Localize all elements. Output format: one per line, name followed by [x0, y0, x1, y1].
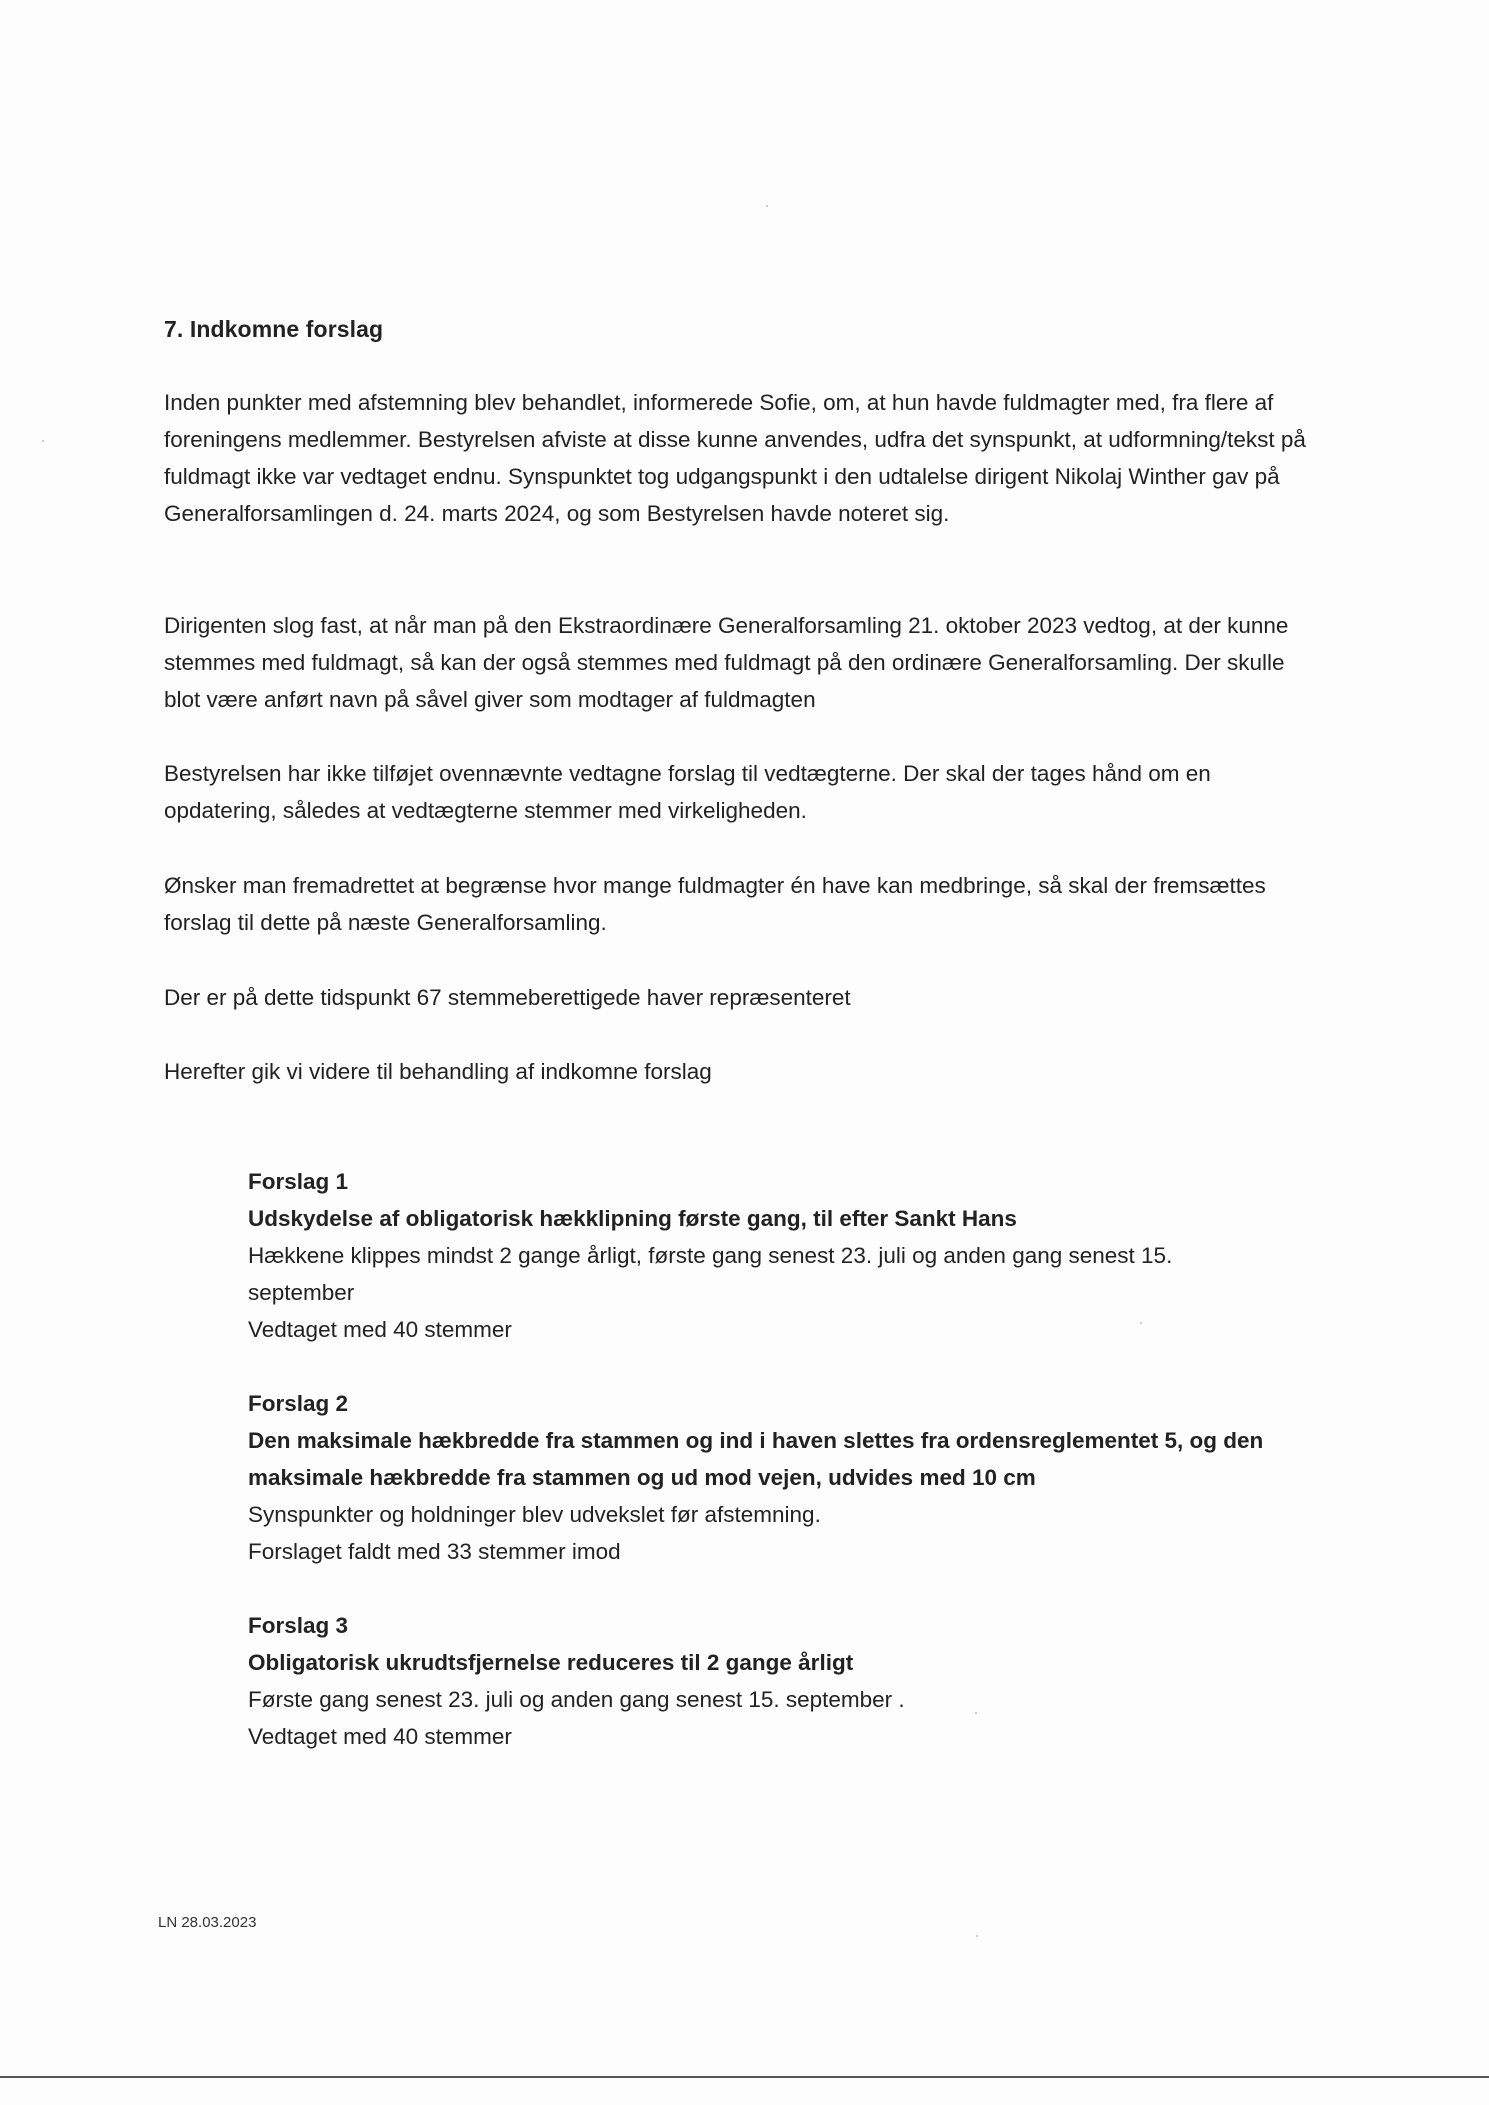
proposal-number: Forslag 2	[248, 1391, 349, 1416]
paragraph-dirigent-ruling: Dirigenten slog fast, at når man på den Ekstraordinære Generalforsamling 21. oktober 2023 vedtog, at der kunne stemmes med fuldmagt, så kan der også stemmes med fuldmagt på den ordinære Generalforsamling. Der skulle blot være anført navn på såvel giver som modtager af fuldmagten	[164, 613, 1289, 712]
proposal-item	[248, 1163, 1328, 1348]
paragraph-transition: Herefter gik vi videre til behandling af indkomne forslag	[164, 1059, 712, 1084]
scan-speck	[766, 205, 768, 207]
paragraph-proxy-limit: Ønsker man fremadrettet at begrænse hvor mange fuldmagter én have kan medbringe, så skal der fremsættes forslag til dette på næste Generalforsamling.	[164, 873, 1266, 935]
proposal-body: Hækkene klippes mindst 2 gange årligt, første gang senest 23. juli og anden gang senest 15. september Vedtaget med 40 stemmer	[248, 1243, 1173, 1342]
proposal-number: Forslag 3	[248, 1613, 349, 1638]
proposal-title: Obligatorisk ukrudtsfjernelse reduceres til 2 gange årligt	[248, 1650, 854, 1675]
scan-speck	[975, 1712, 977, 1714]
scan-speck	[1140, 1322, 1142, 1324]
paragraph-voter-count: Der er på dette tidspunkt 67 stemmeberettigede haver repræsenteret	[164, 985, 851, 1010]
section-heading: 7. Indkomne forslag	[164, 316, 384, 342]
scan-speck	[42, 440, 44, 442]
proposal-item	[248, 1385, 1328, 1570]
proposal-number: Forslag 1	[248, 1169, 349, 1194]
footer-code: LN 28.03.2023	[158, 1914, 257, 1931]
proposal-body: Synspunkter og holdninger blev udvekslet før afstemning. Forslaget faldt med 33 stemmer imod	[248, 1502, 821, 1564]
proposal-title: Den maksimale hækbredde fra stammen og ind i haven slettes fra ordensreglementet 5, og den maksimale hækbredde fra stammen og ud mod vejen, udvides med 10 cm	[248, 1428, 1264, 1490]
proposal-title: Udskydelse af obligatorisk hækklipning første gang, til efter Sankt Hans	[248, 1206, 1017, 1231]
paragraph-proxy-info: Inden punkter med afstemning blev behandlet, informerede Sofie, om, at hun havde fuldmagter med, fra flere af foreningens medlemmer. Bestyrelsen afviste at disse kunne anvendes, udfra det synspunkt, at udformning/tekst på fuldmagt ikke var vedtaget endnu. Synspunktet tog udgangspunkt i den udtalelse dirigent Nikolaj Winther gav på Generalforsamlingen d. 24. marts 2024, og som Bestyrelsen havde noteret sig.	[164, 390, 1306, 526]
scan-edge-line	[0, 2076, 1489, 2078]
proposal-item	[248, 1607, 1328, 1755]
scan-speck	[976, 1935, 978, 1937]
paragraph-bylaws-update: Bestyrelsen har ikke tilføjet ovennævnte vedtagne forslag til vedtægterne. Der skal der tages hånd om en opdatering, således at vedtægterne stemmer med virkeligheden.	[164, 761, 1211, 823]
proposal-body: Første gang senest 23. juli og anden gang senest 15. september . Vedtaget med 40 stemmer	[248, 1687, 905, 1749]
